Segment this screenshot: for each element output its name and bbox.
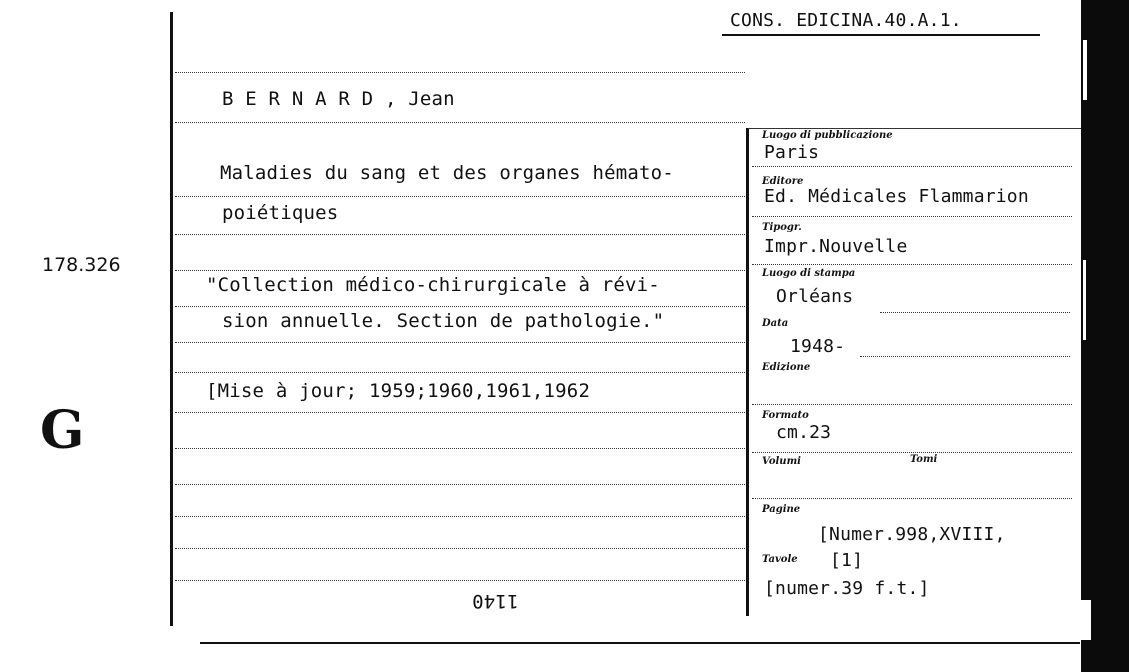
ruling-line <box>175 196 745 197</box>
plates-label: Tavole <box>762 554 798 565</box>
ruling-line <box>175 72 745 73</box>
field-ruling-line <box>752 452 1072 453</box>
volumes-label: Volumi <box>762 456 801 467</box>
ruling-line <box>175 342 745 343</box>
printer-label: Tipogr. <box>762 222 802 233</box>
edition-label: Edizione <box>762 362 811 373</box>
ruling-line <box>175 234 745 235</box>
ruling-line <box>175 372 745 373</box>
ruling-line <box>175 516 745 517</box>
ruling-line <box>175 580 745 581</box>
pages-value: [Numer.998,XVIII, <box>818 524 1006 545</box>
ruling-line <box>175 306 745 307</box>
ruling-line <box>175 548 745 549</box>
format-label: Formato <box>762 410 809 421</box>
ruling-line <box>175 270 745 271</box>
inventory-number: 178.326 <box>42 254 121 276</box>
ruling-line <box>175 484 745 485</box>
left-margin-line <box>170 12 173 626</box>
ruling-line <box>175 448 745 449</box>
shelfmark: CONS. EDICINA.40.A.1. <box>730 10 962 31</box>
field-ruling-line <box>880 312 1070 313</box>
place-value: Paris <box>764 142 820 163</box>
plates-value-2: [numer.39 f.t.] <box>764 578 930 599</box>
field-ruling-line <box>752 264 1072 265</box>
print-place-label: Luogo di stampa <box>762 268 856 279</box>
scanned-card-edge <box>1081 0 1129 672</box>
date-value: 1948- <box>790 336 846 357</box>
pages-label: Pagine <box>762 504 801 515</box>
printer-value: Impr.Nouvelle <box>764 236 908 257</box>
field-ruling-line <box>752 498 1072 499</box>
place-label: Luogo di pubblicazione <box>762 130 893 141</box>
field-box-top <box>748 128 1081 129</box>
card-bottom-line <box>200 642 1080 644</box>
publisher-value: Ed. Médicales Flammarion <box>764 186 1029 207</box>
plates-value: [1] <box>830 550 864 571</box>
field-ruling-line <box>752 216 1072 217</box>
print-place-value: Orléans <box>776 286 854 307</box>
tomes-label: Tomi <box>910 454 938 465</box>
series-line-1: "Collection médico-chirurgicale à révi- <box>206 274 660 296</box>
section-letter: G <box>40 400 85 461</box>
footer-number: 1140 <box>472 590 519 612</box>
field-column-divider <box>746 128 749 616</box>
format-value: cm.23 <box>776 422 832 443</box>
publisher-label: Editore <box>762 176 804 187</box>
shelfmark-underline <box>722 34 1040 36</box>
ruling-line <box>175 412 745 413</box>
field-ruling-line <box>752 404 1072 405</box>
author-name: B E R N A R D , Jean <box>222 88 455 110</box>
ruling-line <box>175 122 745 123</box>
field-ruling-line <box>860 356 1070 357</box>
title-line-1: Maladies du sang et des organes hémato- <box>220 162 674 184</box>
notes-line: [Mise à jour; 1959;1960,1961,1962 <box>206 380 591 402</box>
series-line-2: sion annuelle. Section de pathologie." <box>222 310 665 332</box>
title-line-2: poiétiques <box>222 202 339 224</box>
date-label: Data <box>762 318 789 329</box>
field-ruling-line <box>752 166 1072 167</box>
